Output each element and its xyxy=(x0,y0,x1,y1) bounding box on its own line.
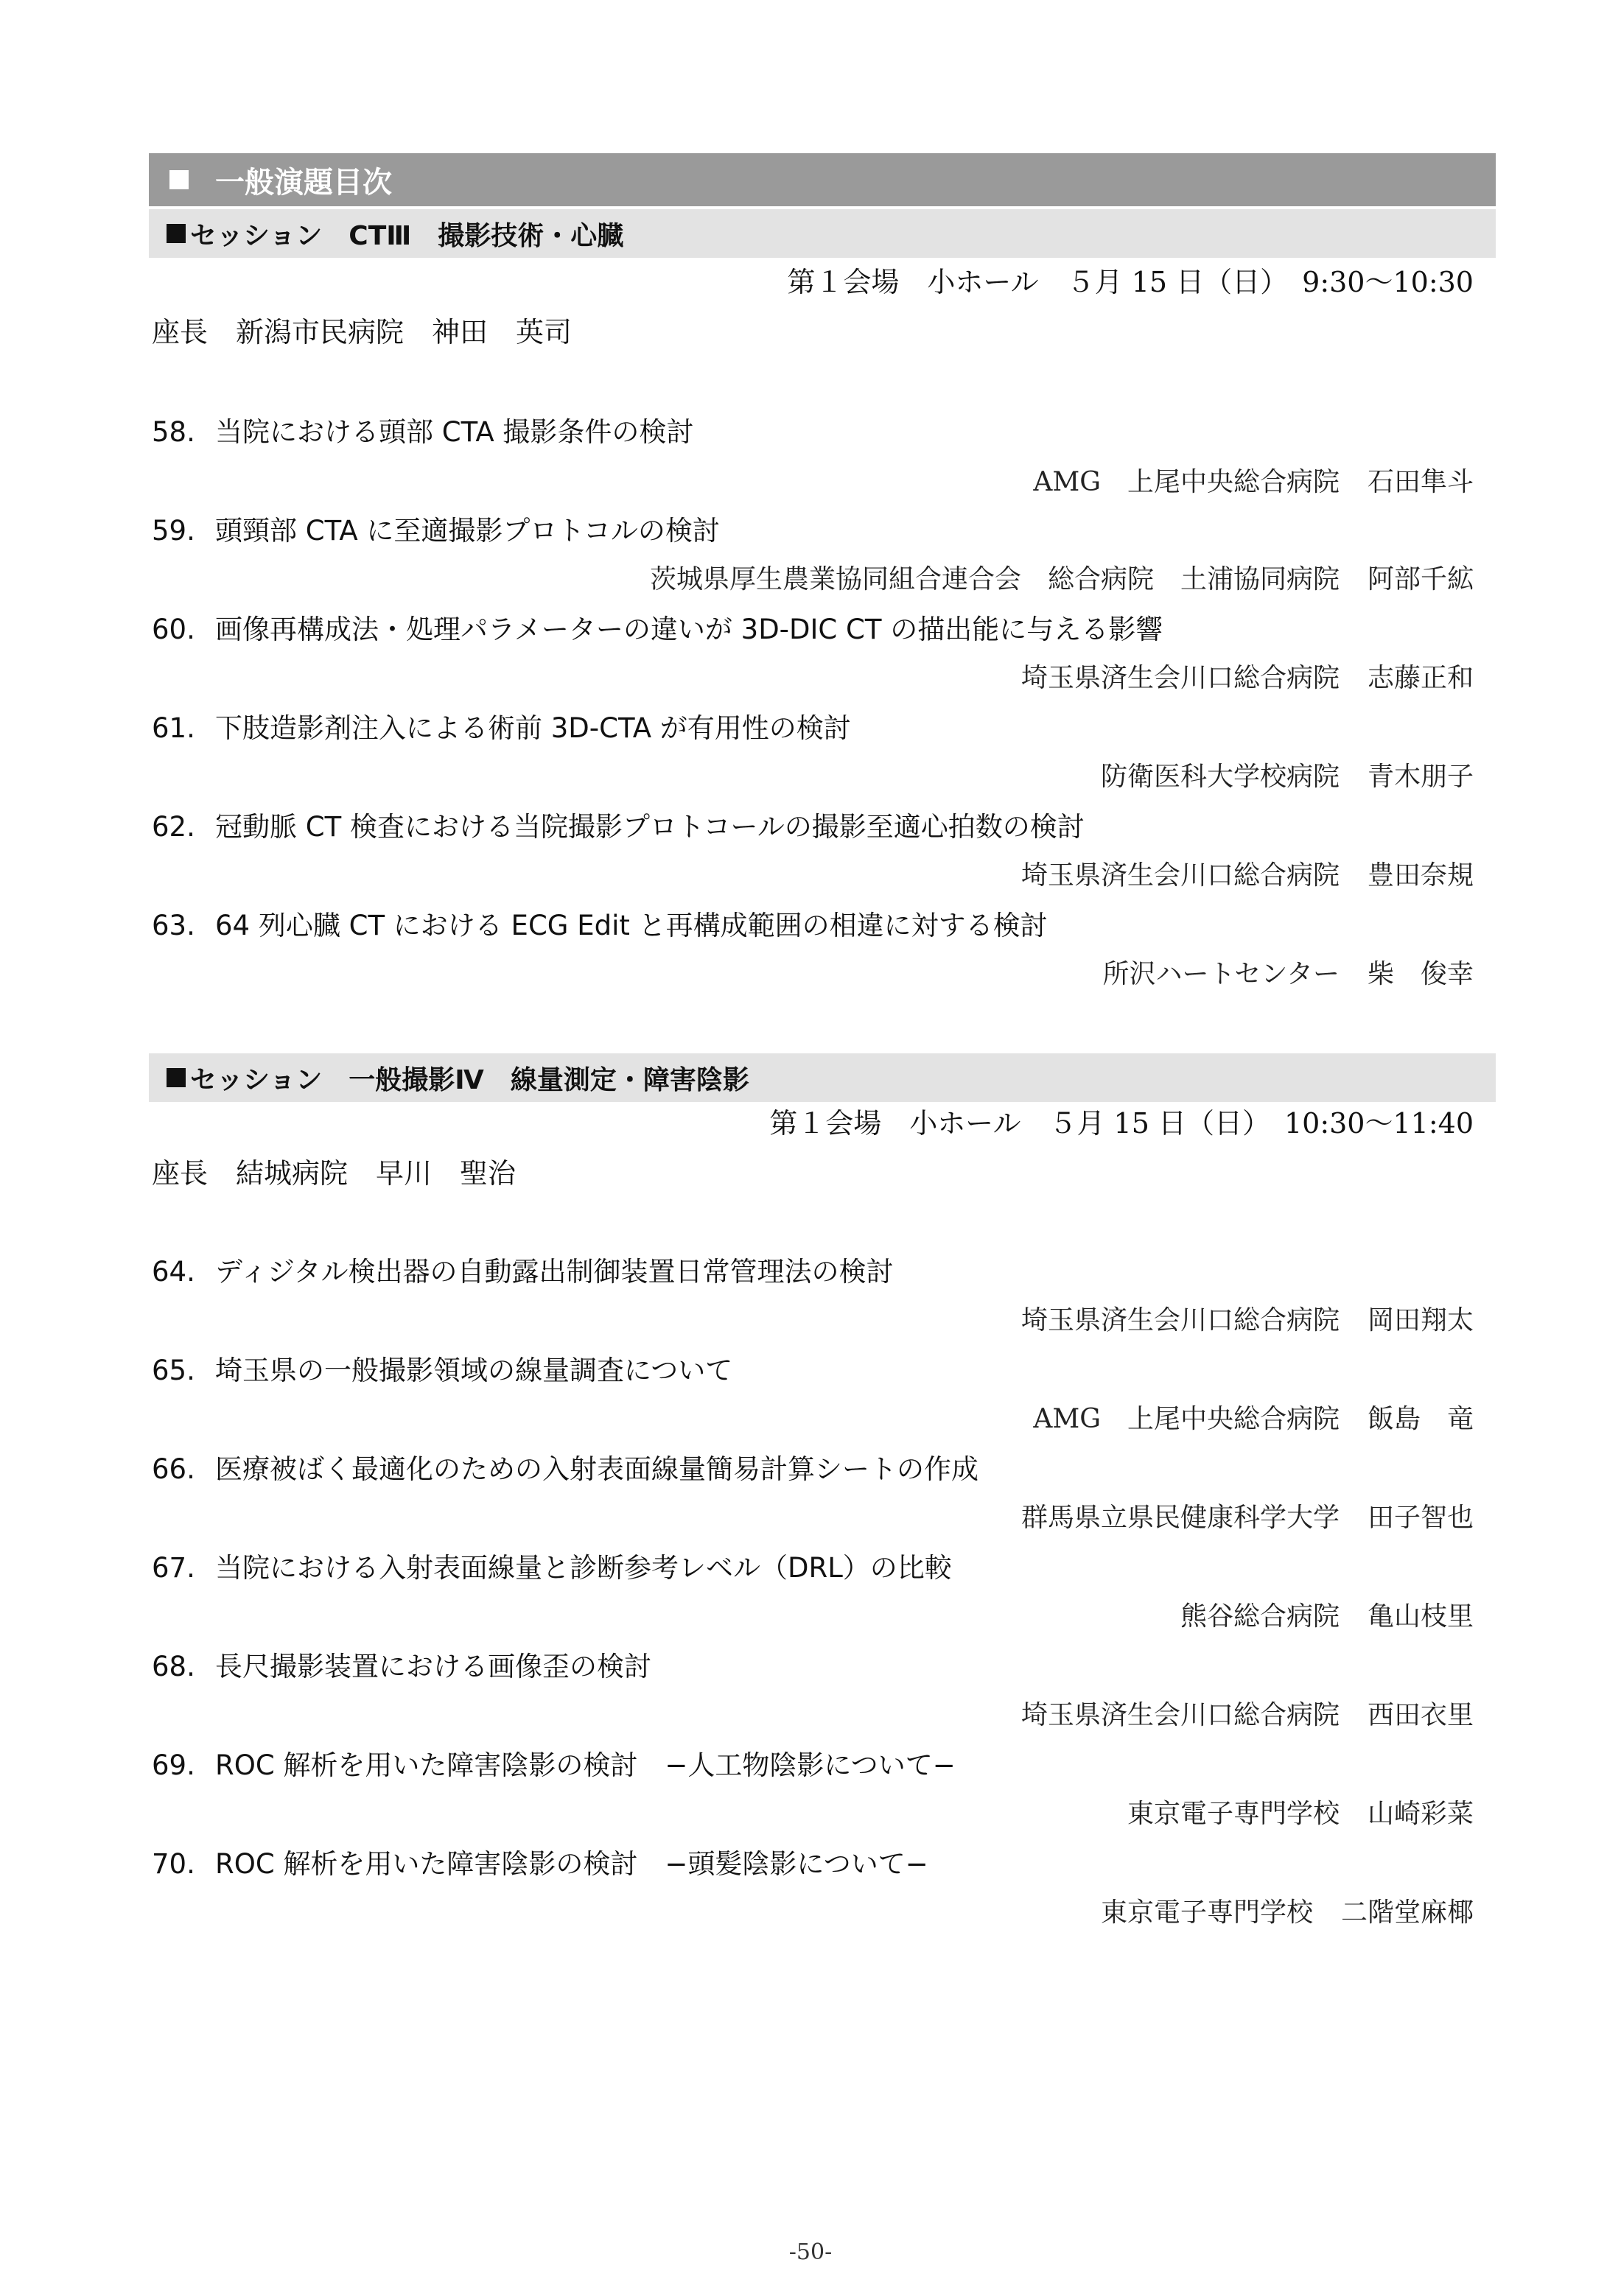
affiliation-text: AMG 上尾中央総合病院 xyxy=(1033,1404,1340,1434)
session-header xyxy=(149,209,1496,258)
affiliation-text: 熊谷総合病院 xyxy=(1180,1601,1340,1632)
talk-number: 64. xyxy=(152,1256,195,1288)
affiliation-text: 埼玉県済生会川口総合病院 xyxy=(1020,860,1340,891)
affiliation-text: 東京電子専門学校 xyxy=(1127,1799,1340,1829)
talk-number: 58. xyxy=(152,416,195,448)
talk-affiliation xyxy=(1021,1497,1474,1534)
affiliation-text: 群馬県立県民健康科学大学 xyxy=(1020,1503,1340,1533)
talk-title xyxy=(152,1743,956,1783)
talk-title-text: 頭頸部 CTA に至適撮影プロトコルの検討 xyxy=(215,515,720,547)
talk-title-text: 64 列心臓 CT における ECG Edit と再構成範囲の相違に対する検討 xyxy=(215,910,1048,941)
presenter-name: 亀山枝里 xyxy=(1367,1601,1474,1632)
talk-title xyxy=(152,804,1085,844)
talk-number: 59. xyxy=(152,515,195,547)
talk-number: 60. xyxy=(152,614,195,645)
talk-affiliation xyxy=(1021,854,1474,892)
talk-title-text: 冠動脈 CT 検査における当院撮影プロトコールの撮影至適心拍数の検討 xyxy=(215,811,1085,843)
presenter-name: 二階堂麻椰 xyxy=(1340,1897,1474,1928)
session-venue: 第１会場 小ホール ５月 15 日（日） 9:30〜10:30 xyxy=(787,266,1474,298)
talk-affiliation xyxy=(1127,1793,1474,1830)
talk-affiliation xyxy=(1021,1694,1474,1732)
talk-title-text: ROC 解析を用いた障害陰影の検討 −人工物陰影について− xyxy=(215,1749,956,1781)
presenter-name: 西田衣里 xyxy=(1367,1700,1474,1730)
presenter-name: 柴 俊幸 xyxy=(1367,959,1474,989)
talk-affiliation xyxy=(1101,756,1474,793)
talk-affiliation xyxy=(1021,657,1474,695)
talk-affiliation xyxy=(1033,1398,1474,1436)
talk-number: 61. xyxy=(152,712,195,744)
talk-title-text: 当院における頭部 CTA 撮影条件の検討 xyxy=(215,416,694,448)
talk-title xyxy=(152,903,1048,943)
talk-title-text: ROC 解析を用いた障害陰影の検討 −頭髪陰影について− xyxy=(215,1848,928,1880)
talk-title xyxy=(152,1348,732,1388)
square-bullet-icon xyxy=(167,1068,186,1087)
affiliation-text: 埼玉県済生会川口総合病院 xyxy=(1020,663,1340,693)
affiliation-text: 所沢ハートセンター xyxy=(1102,959,1340,989)
affiliation-text: AMG 上尾中央総合病院 xyxy=(1033,467,1340,497)
presenter-name: 豊田奈規 xyxy=(1367,860,1474,891)
session-chair: 座長 新潟市民病院 神田 英司 xyxy=(152,316,573,348)
talk-title-text: 当院における入射表面線量と診断参考レベル（DRL）の比較 xyxy=(215,1552,952,1584)
talk-title xyxy=(152,1545,952,1585)
talk-title xyxy=(152,508,720,548)
talk-title xyxy=(152,410,693,449)
page-number: -50- xyxy=(788,2239,833,2265)
affiliation-text: 埼玉県済生会川口総合病院 xyxy=(1020,1700,1340,1730)
talk-title xyxy=(152,1644,651,1684)
talk-title xyxy=(152,1447,978,1486)
affiliation-text: 防衛医科大学校病院 xyxy=(1100,762,1340,792)
session-label: セッション 一般撮影Ⅳ 線量測定・障害陰影 xyxy=(190,1064,749,1095)
talk-title xyxy=(152,607,1163,647)
talk-affiliation xyxy=(1101,1892,1474,1929)
session-venue: 第１会場 小ホール ５月 15 日（日） 10:30〜11:40 xyxy=(769,1107,1474,1140)
presenter-name: 石田隼斗 xyxy=(1367,467,1474,497)
talk-number: 66. xyxy=(152,1453,195,1485)
talk-title-text: 埼玉県の一般撮影領域の線量調査について xyxy=(215,1355,733,1386)
talk-title-text: 長尺撮影装置における画像歪の検討 xyxy=(215,1651,651,1682)
talk-number: 67. xyxy=(152,1552,195,1584)
talk-affiliation xyxy=(1103,953,1474,991)
talk-number: 69. xyxy=(152,1749,195,1781)
square-bullet-icon xyxy=(169,170,189,189)
talk-title-text: 画像再構成法・処理パラメーターの違いが 3D-DIC CT の描出能に与える影響 xyxy=(215,614,1163,645)
session-chair: 座長 結城病院 早川 聖治 xyxy=(152,1157,517,1190)
affiliation-text: 埼玉県済生会川口総合病院 xyxy=(1020,1305,1340,1335)
session-header xyxy=(149,1053,1496,1102)
talk-title-text: 医療被ばく最適化のための入射表面線量簡易計算シートの作成 xyxy=(215,1453,978,1485)
session-label: セッション CTⅢ 撮影技術・心臓 xyxy=(190,220,624,251)
presenter-name: 青木朋子 xyxy=(1367,762,1474,792)
talk-title xyxy=(152,706,851,745)
presenter-name: 田子智也 xyxy=(1367,1503,1474,1533)
section-title: 一般演題目次 xyxy=(215,165,392,200)
talk-title-text: ディジタル検出器の自動露出制御装置日常管理法の検討 xyxy=(215,1256,894,1288)
talk-affiliation xyxy=(1180,1595,1474,1633)
talk-number: 62. xyxy=(152,811,195,843)
talk-number: 70. xyxy=(152,1848,195,1880)
presenter-name: 山崎彩菜 xyxy=(1367,1799,1474,1829)
talk-affiliation xyxy=(650,558,1474,596)
talk-title-text: 下肢造影剤注入による術前 3D-CTA が有用性の検討 xyxy=(215,712,851,744)
affiliation-text: 茨城県厚生農業協同組合連合会 総合病院 土浦協同病院 xyxy=(649,564,1340,594)
talk-number: 63. xyxy=(152,910,195,941)
talk-affiliation xyxy=(1033,461,1474,499)
presenter-name: 志藤正和 xyxy=(1367,663,1474,693)
talk-title xyxy=(152,1249,894,1289)
talk-number: 68. xyxy=(152,1651,195,1682)
talk-number: 65. xyxy=(152,1355,195,1386)
presenter-name: 岡田翔太 xyxy=(1367,1305,1474,1335)
talk-title xyxy=(152,1842,928,1881)
presenter-name: 阿部千絋 xyxy=(1367,564,1474,594)
affiliation-text: 東京電子専門学校 xyxy=(1100,1897,1313,1928)
presenter-name: 飯島 竜 xyxy=(1367,1404,1474,1434)
section-header xyxy=(149,153,1496,206)
square-bullet-icon xyxy=(167,224,186,243)
talk-affiliation xyxy=(1021,1299,1474,1337)
